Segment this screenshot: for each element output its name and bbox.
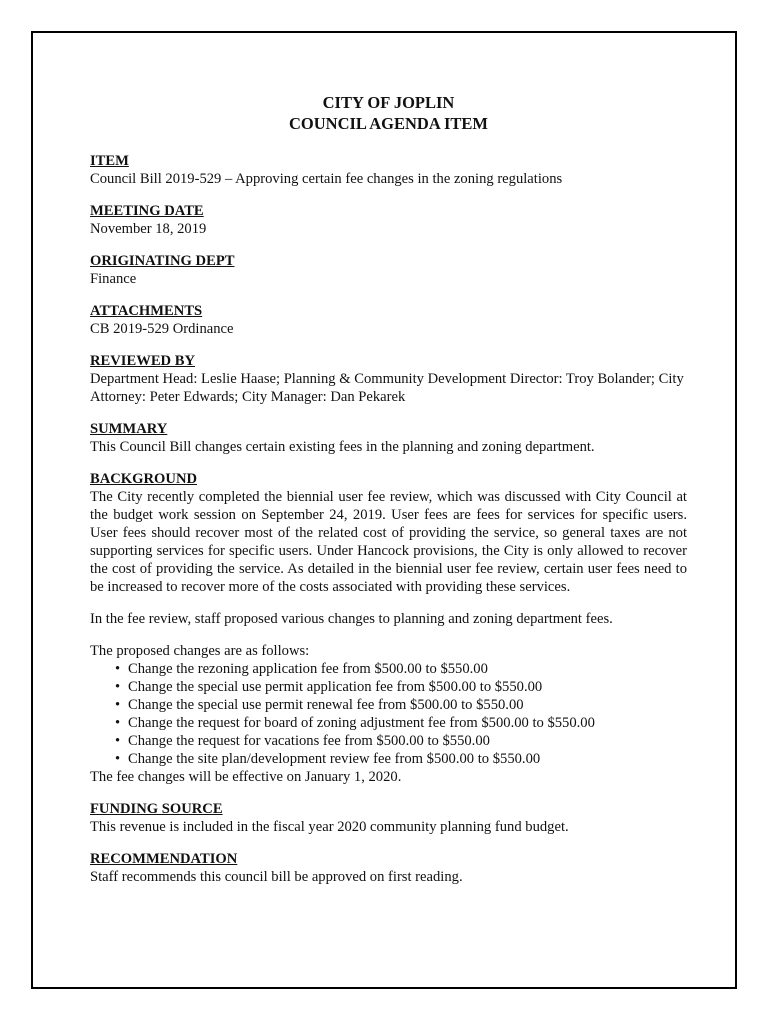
section-item	[90, 152, 687, 188]
section-summary	[90, 420, 687, 456]
attachments-heading: ATTACHMENTS	[90, 303, 203, 319]
originating-dept-text: Finance	[90, 271, 137, 287]
section-meeting-date	[90, 202, 687, 238]
recommendation-heading: RECOMMENDATION	[90, 851, 238, 867]
list-item-text: Change the request for board of zoning adjustment fee from $500.00 to $550.00	[128, 715, 595, 731]
background-paragraph: The City recently completed the biennial user fee review, which was discussed with City Council at the budget work session on September 24, 2019. User fees are fees for services for specific users. User fees should recover most of the related cost of providing the service, so general taxes are not supporting services for specific users. Under Hancock provisions, the City is only allowed to recover the cost of providing the service. As detailed in the biennial user fee review, certain user fees need to be increased to recover more of the costs associated with providing these services.	[90, 489, 687, 595]
list-item-text: Change the special use permit application fee from $500.00 to $550.00	[128, 679, 543, 695]
reviewed-by-text: Department Head: Leslie Haase; Planning & Community Development Director: Troy Bolander; City Attorney: Peter Edwards; City Manager: Dan Pekarek	[90, 371, 684, 405]
document-title: COUNCIL AGENDA ITEM	[289, 114, 488, 133]
list-item	[115, 714, 687, 732]
city-title: CITY OF JOPLIN	[322, 93, 455, 112]
originating-dept-heading: ORIGINATING DEPT	[90, 253, 235, 269]
section-originating-dept	[90, 252, 687, 288]
list-item-text: Change the site plan/development review fee from $500.00 to $550.00	[128, 751, 541, 767]
reviewed-by-heading: REVIEWED BY	[90, 353, 196, 369]
list-item-text: Change the request for vacations fee from $500.00 to $550.00	[128, 733, 490, 749]
funding-source-text: This revenue is included in the fiscal year 2020 community planning fund budget.	[90, 819, 569, 835]
list-item-text: Change the special use permit renewal fee from $500.00 to $550.00	[128, 697, 524, 713]
background-heading: BACKGROUND	[90, 471, 198, 487]
section-attachments	[90, 302, 687, 338]
list-item-text: Change the rezoning application fee from $500.00 to $550.00	[128, 661, 488, 677]
list-item	[115, 750, 687, 768]
section-reviewed-by	[90, 352, 687, 406]
fee-review-paragraph: In the fee review, staff proposed various changes to planning and zoning department fees.	[90, 611, 613, 627]
meeting-date-heading: MEETING DATE	[90, 203, 204, 219]
bullet-icon: •	[115, 733, 121, 749]
list-item	[115, 696, 687, 714]
section-recommendation	[90, 850, 687, 886]
document-header	[90, 92, 687, 134]
summary-heading: SUMMARY	[90, 421, 168, 437]
changes-intro: The proposed changes are as follows:	[90, 643, 310, 659]
item-text: Council Bill 2019-529 – Approving certain fee changes in the zoning regulations	[90, 171, 563, 187]
effective-date-text: The fee changes will be effective on January 1, 2020.	[90, 769, 402, 785]
list-item	[115, 660, 687, 678]
summary-text: This Council Bill changes certain existing fees in the planning and zoning department.	[90, 439, 595, 455]
bullet-icon: •	[115, 715, 121, 731]
recommendation-text: Staff recommends this council bill be approved on first reading.	[90, 869, 463, 885]
funding-source-heading: FUNDING SOURCE	[90, 801, 223, 817]
bullet-icon: •	[115, 679, 121, 695]
meeting-date-text: November 18, 2019	[90, 221, 207, 237]
list-item	[115, 678, 687, 696]
bullet-icon: •	[115, 751, 121, 767]
fee-changes-list	[90, 660, 687, 768]
bullet-icon: •	[115, 697, 121, 713]
item-heading: ITEM	[90, 153, 129, 169]
agenda-document	[90, 92, 687, 900]
list-item	[115, 732, 687, 750]
attachments-text: CB 2019-529 Ordinance	[90, 321, 234, 337]
section-funding-source	[90, 800, 687, 836]
bullet-icon: •	[115, 661, 121, 677]
section-background	[90, 470, 687, 786]
